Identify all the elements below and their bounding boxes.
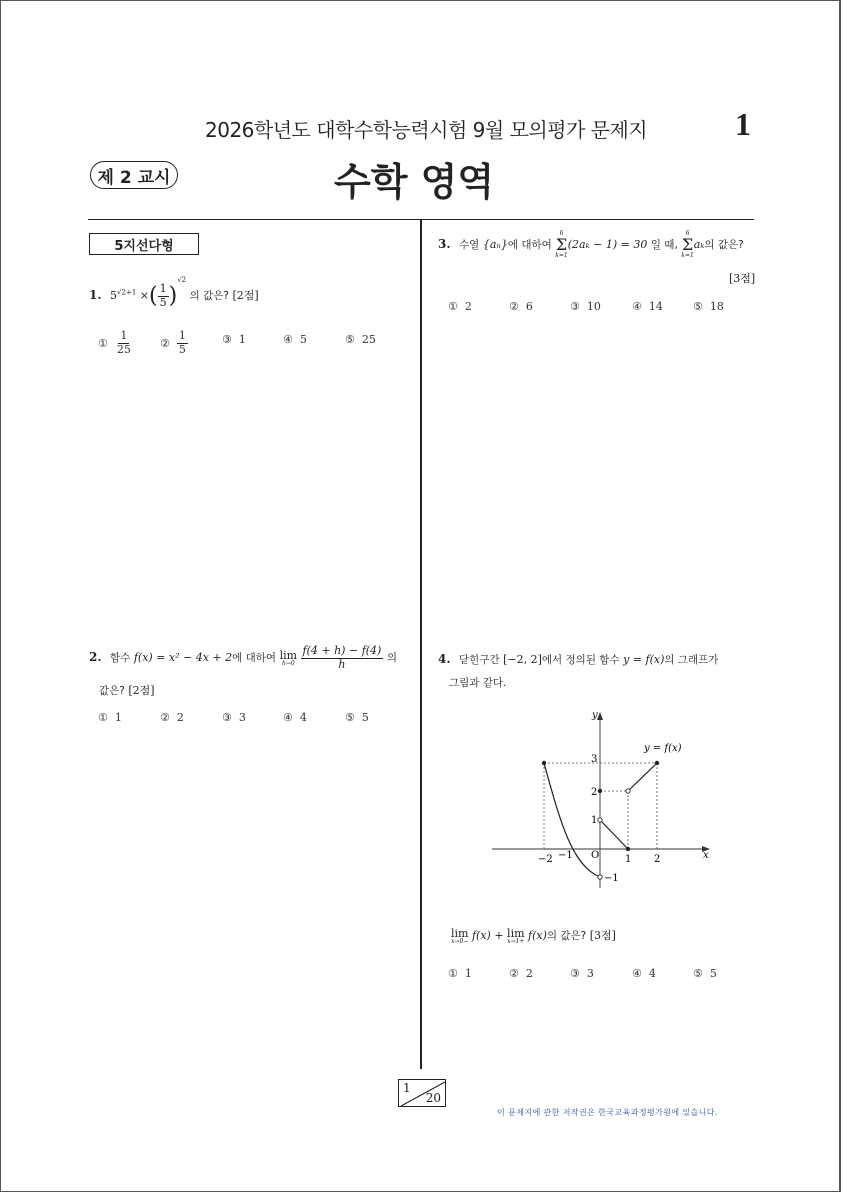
question-1: 1. $5^{√2+1}$ ×( $\frac{1}{5}$ )$^{√2}$ 의 값은? [2점] [89,276,259,309]
points: [3점] [589,929,616,942]
x-axis-label: x [703,850,709,861]
segment-right [628,763,657,791]
curve-label: y = f(x) [644,743,682,754]
y-tick-label: −1 [604,873,619,884]
y-axis-arrow-icon [597,712,603,720]
guide-lines [544,763,657,849]
point-closed [542,761,546,765]
segment-middle [600,820,628,849]
point-open [598,818,602,822]
question-4-ask: lim x→0− f(x) + lim x→1+ f(x)의 값은? [3점] [451,926,616,945]
point-closed [598,789,602,793]
choice-1[interactable]: ① 1 [448,967,472,980]
question-4-line2: 그림과 같다. [449,677,507,689]
copyright-notice: 이 문제지에 관한 저작권은 한국교육과정평가원에 있습니다. [497,1108,718,1117]
choice-2[interactable]: ② 2 [160,711,184,724]
choice-4[interactable]: ④ 5 [283,333,307,346]
question-4: 4. 닫힌구간 [−2, 2]에서 정의된 함수 y = f(x)의 그래프가 [438,652,719,666]
section-label: 5지선다형 [89,233,199,255]
outer-exponent: √2 [177,276,187,285]
x-tick-label: −1 [558,850,573,861]
choice-2[interactable]: ② $\frac{1}{5}$ [160,329,186,356]
interval: [−2, 2] [503,653,542,666]
choice-3[interactable]: ③ 3 [222,711,246,724]
page-indicator [398,1079,446,1107]
y-tick-label: 1 [591,815,598,826]
limit-1: lim x→0− [451,926,469,945]
exp-sqrt: √2 [117,288,126,297]
choice-3[interactable]: ③ 3 [570,967,594,980]
origin-label: O [591,850,600,861]
period-badge: 제 2 교시 [90,161,178,189]
times-sign: × [139,289,149,303]
current-page: 1 [403,1081,411,1095]
page-number: 1 [735,106,751,142]
x-tick-label: 1 [625,854,632,865]
choice-2[interactable]: ② 6 [509,300,533,313]
choice-4[interactable]: ④ 4 [632,967,656,980]
points: [2점] [232,289,259,303]
question-number: 2. [89,650,102,665]
question-number: 4. [438,652,451,666]
choice-1[interactable]: ① 1 [98,711,122,724]
choice-3[interactable]: ③ 10 [570,300,601,313]
y-tick-label: 3 [591,754,598,765]
choice-1[interactable]: ① $\frac{1}{25}$ [98,329,131,356]
choice-4[interactable]: ④ 4 [283,711,307,724]
points: [3점] [729,272,756,285]
limit-2: lim x→1+ [507,926,525,945]
question-3: 3. 수열 {aₙ}에 대하여 6 Σ k=1 (2aₖ − 1) = 30 일 때, 6 Σ k=1 aₖ의 값은? [438,230,744,259]
choice-5[interactable]: ⑤ 18 [693,300,724,313]
question-2: 2. 함수 f(x) = x² − 4x + 2에 대하여 lim h→0 $\frac{f(4 + h) - f(4)}{h}$ 의 [89,644,397,671]
subject-title: 수학 영역 [334,160,495,204]
fraction: $\frac{1}{5}$ [159,282,167,309]
exp-plus: +1 [125,288,137,297]
exam-title: 2026학년도 대학수학능력시험 9월 모의평가 문제지 [205,118,648,142]
question-text: 의 값은? [189,290,229,303]
sum-1: 6 Σ k=1 [555,230,568,259]
base: 5 [110,289,118,303]
column-divider [420,219,422,1069]
choice-5[interactable]: ⑤ 25 [345,333,376,346]
question-number: 1. [89,288,102,303]
total-pages: 20 [425,1091,441,1105]
choice-4[interactable]: ④ 14 [632,300,663,313]
choice-5[interactable]: ⑤ 5 [693,967,717,980]
difference-quotient: $\frac{f(4 + h) - f(4)}{h}$ [302,644,382,671]
x-tick-label: 2 [654,854,661,865]
points: [2점] [128,684,155,697]
question-2-line2: 값은? [2점] [99,684,155,697]
question-number: 3. [438,237,451,251]
choice-3[interactable]: ③ 1 [222,333,246,346]
function-def: f(x) = x² − 4x + 2 [133,651,233,665]
point-closed [655,761,659,765]
point-closed [626,847,630,851]
choice-2[interactable]: ② 2 [509,967,533,980]
function-graph [488,706,718,892]
choice-1[interactable]: ① 2 [448,300,472,313]
y-tick-label: 2 [591,787,598,798]
point-open [598,875,602,879]
sum-2: 6 Σ k=1 [681,230,694,259]
limit: lim h→0 [279,648,298,667]
x-tick-label: −2 [538,854,553,865]
choice-5[interactable]: ⑤ 5 [345,711,369,724]
point-open [626,789,630,793]
y-axis-label: y [592,710,598,721]
sequence: {aₙ} [482,238,508,251]
